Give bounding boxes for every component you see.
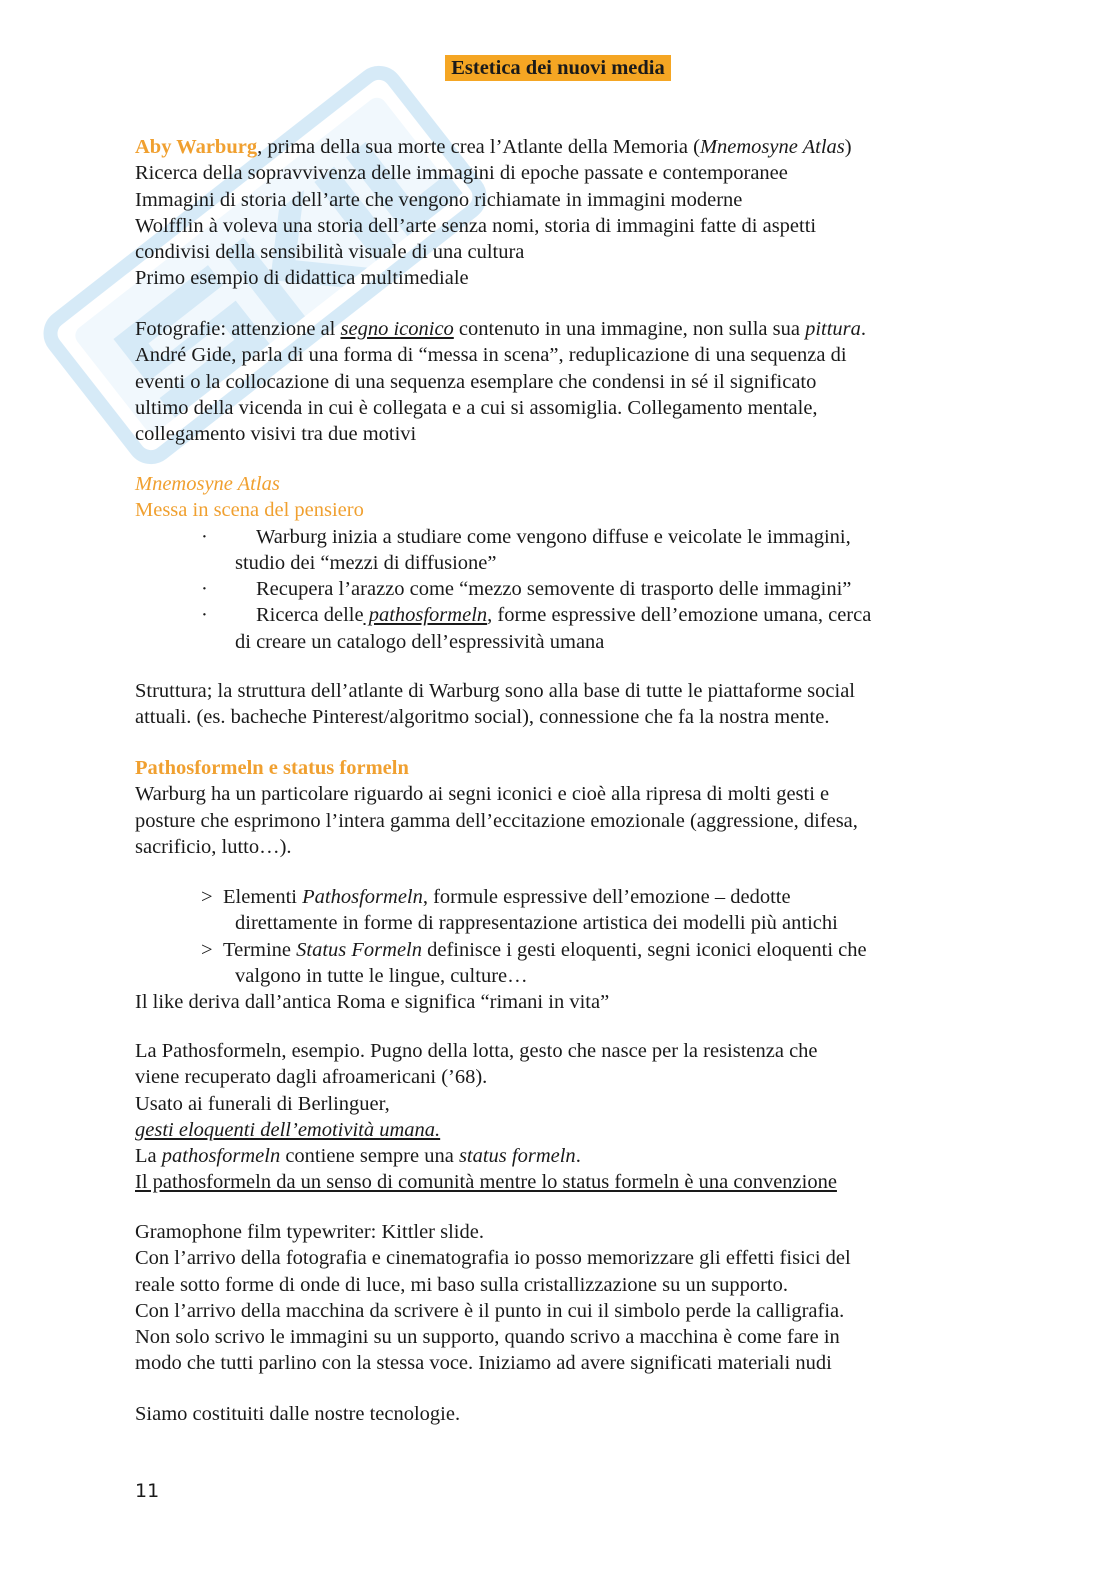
italic-span: pathosformeln bbox=[161, 1145, 281, 1168]
page-title: Estetica dei nuovi media bbox=[445, 55, 671, 81]
section-fotografie bbox=[135, 316, 985, 447]
section-conclusione bbox=[135, 1401, 985, 1427]
header bbox=[0, 55, 1116, 81]
paragraph-line: Non solo scrivo le immagini su un supporto, quando scrivo a macchina è come fare in bbox=[135, 1326, 840, 1349]
text-span: Termine bbox=[223, 938, 297, 961]
bullet-item bbox=[135, 602, 985, 655]
underlined-span: pathosformeln bbox=[363, 604, 488, 627]
text-span: contiene sempre una bbox=[280, 1145, 459, 1168]
bullet-text: studio dei “mezzi di diffusione” bbox=[235, 551, 497, 574]
paragraph-line: collegamento visivi tra due motivi bbox=[135, 423, 417, 446]
text-span: Ricerca delle bbox=[256, 604, 364, 627]
paragraph-line: Wolfflin à voleva una storia dell’arte senza nomi, storia di immagini fatte di aspetti bbox=[135, 214, 817, 237]
section-aby-warburg bbox=[135, 134, 985, 292]
text-span: contenuto in una immagine, non sulla sua bbox=[453, 318, 806, 340]
arrow-item bbox=[135, 937, 985, 990]
paragraph-line: ultimo della vicenda in cui è collegata e a cui si assomiglia. Collegamento mentale, bbox=[135, 396, 818, 419]
italic-span: pittura bbox=[805, 318, 861, 340]
text-span: . bbox=[860, 318, 867, 340]
paragraph-line: Con l’arrivo della macchina da scrivere è il punto in cui il simbolo perde la calligrafia. bbox=[135, 1299, 845, 1322]
paragraph-line: Il like deriva dall’antica Roma e significa “rimani in vita” bbox=[135, 991, 610, 1014]
bullet-mark: · bbox=[201, 578, 208, 601]
section-mnemosyne bbox=[135, 471, 985, 655]
bullet-text: Recupera l’arazzo come “mezzo semovente di trasporto delle immagini” bbox=[256, 578, 852, 601]
text-span: Fotografie: attenzione al bbox=[135, 318, 341, 340]
paragraph-line: Usato ai funerali di Berlinguer, bbox=[135, 1092, 390, 1115]
subheading: Mnemosyne Atlas bbox=[135, 473, 280, 495]
bullet-mark: · bbox=[201, 604, 208, 627]
italic-span: Pathosformeln bbox=[302, 886, 423, 909]
text-span: . bbox=[575, 1145, 581, 1168]
italic-span: status formeln bbox=[458, 1145, 576, 1168]
paragraph-line: attuali. (es. bacheche Pinterest/algoritmo social), connessione che fa la nostra mente. bbox=[135, 706, 830, 729]
paragraph-line: Immagini di storia dell’arte che vengono richiamate in immagini moderne bbox=[135, 188, 743, 211]
text-span: ) bbox=[844, 136, 852, 158]
text-span: La bbox=[135, 1145, 162, 1168]
paragraph-line: La Pathosformeln, esempio. Pugno della lotta, gesto che nasce per la resistenza che bbox=[135, 1040, 818, 1062]
paragraph-line: posture che esprimono l’intera gamma dell’eccitazione emozionale (aggressione, difesa, bbox=[135, 809, 858, 832]
text-span: , formule espressive dell’emozione – dedotte bbox=[422, 886, 791, 909]
paragraph-line: condivisi della sensibilità visuale di una cultura bbox=[135, 241, 525, 264]
paragraph-line: Siamo costituiti dalle nostre tecnologie. bbox=[135, 1403, 461, 1425]
italic-span: Status Formeln bbox=[296, 938, 422, 961]
arrow-mark: > bbox=[201, 938, 213, 961]
paragraph-line: Il pathosformeln da un senso di comunità mentre lo status formeln è una convenzione bbox=[135, 1171, 837, 1194]
paragraph-line: André Gide, parla di una forma di “messa in scena”, reduplicazione di una sequenza di bbox=[135, 344, 847, 367]
paragraph-line bbox=[135, 316, 985, 342]
name-highlight: Aby Warburg bbox=[135, 136, 258, 158]
paragraph-line: reale sotto forme di onde di luce, mi baso sulla cristallizzazione su un supporto. bbox=[135, 1273, 788, 1296]
paragraph-line: Primo esempio di didattica multimediale bbox=[135, 267, 469, 290]
text-span: , prima della sua morte crea l’Atlante della Memoria ( bbox=[257, 136, 700, 158]
arrow-text bbox=[135, 884, 985, 910]
arrow-text: direttamente in forme di rappresentazione artistica dei modelli più antichi bbox=[235, 912, 838, 935]
paragraph-line: Con l’arrivo della fotografia e cinematografia io posso memorizzare gli effetti fisici del bbox=[135, 1247, 851, 1270]
paragraph-line: Ricerca della sopravvivenza delle immagini di epoche passate e contemporanee bbox=[135, 162, 788, 185]
section-pathosformeln bbox=[135, 755, 985, 1016]
italic-span: Mnemosyne Atlas bbox=[699, 136, 845, 158]
text-span: , forme espressive dell’emozione umana, cerca bbox=[487, 604, 872, 627]
text-span: definisce i gesti eloquenti, segni iconici eloquenti che bbox=[421, 938, 867, 961]
paragraph-line: viene recuperato dagli afroamericani (’68). bbox=[135, 1066, 488, 1089]
bullet-item bbox=[135, 524, 985, 577]
section-esempio bbox=[135, 1038, 985, 1196]
paragraph-line: Warburg ha un particolare riguardo ai segni iconici e cioè alla ripresa di molti gesti e bbox=[135, 783, 830, 806]
page-number: 11 bbox=[135, 1480, 160, 1502]
bullet-mark: · bbox=[201, 525, 208, 548]
subheading: Messa in scena del pensiero bbox=[135, 499, 364, 522]
bullet-item bbox=[135, 576, 985, 602]
bullet-text bbox=[135, 602, 985, 628]
arrow-text bbox=[135, 937, 985, 963]
arrow-mark: > bbox=[201, 886, 213, 909]
paragraph-line: modo che tutti parlino con la stessa voce. Iniziamo ad avere significati materiali nudi bbox=[135, 1352, 832, 1375]
paragraph-line: Struttura; la struttura dell’atlante di Warburg sono alla base di tutte le piattaforme social bbox=[135, 680, 856, 702]
section-kittler bbox=[135, 1219, 985, 1377]
paragraph-line: sacrificio, lutto…). bbox=[135, 835, 292, 858]
paragraph-line: eventi o la collocazione di una sequenza esemplare che condensi in sé il significato bbox=[135, 370, 817, 393]
text-span: Elementi bbox=[223, 886, 303, 909]
paragraph-line bbox=[135, 134, 985, 160]
bullet-text: Warburg inizia a studiare come vengono diffuse e veicolate le immagini, bbox=[256, 525, 851, 548]
section-struttura bbox=[135, 678, 985, 731]
section-heading: Pathosformeln e status formeln bbox=[135, 757, 409, 779]
paragraph-line: gesti eloquenti dell’emotività umana. bbox=[135, 1118, 441, 1141]
underlined-span: segno iconico bbox=[340, 318, 454, 340]
arrow-item bbox=[135, 884, 985, 937]
arrow-text: valgono in tutte le lingue, culture… bbox=[235, 965, 528, 988]
paragraph-line bbox=[135, 1143, 985, 1169]
bullet-text: di creare un catalogo dell’espressività umana bbox=[235, 630, 605, 653]
paragraph-line: Gramophone film typewriter: Kittler slide. bbox=[135, 1221, 484, 1243]
